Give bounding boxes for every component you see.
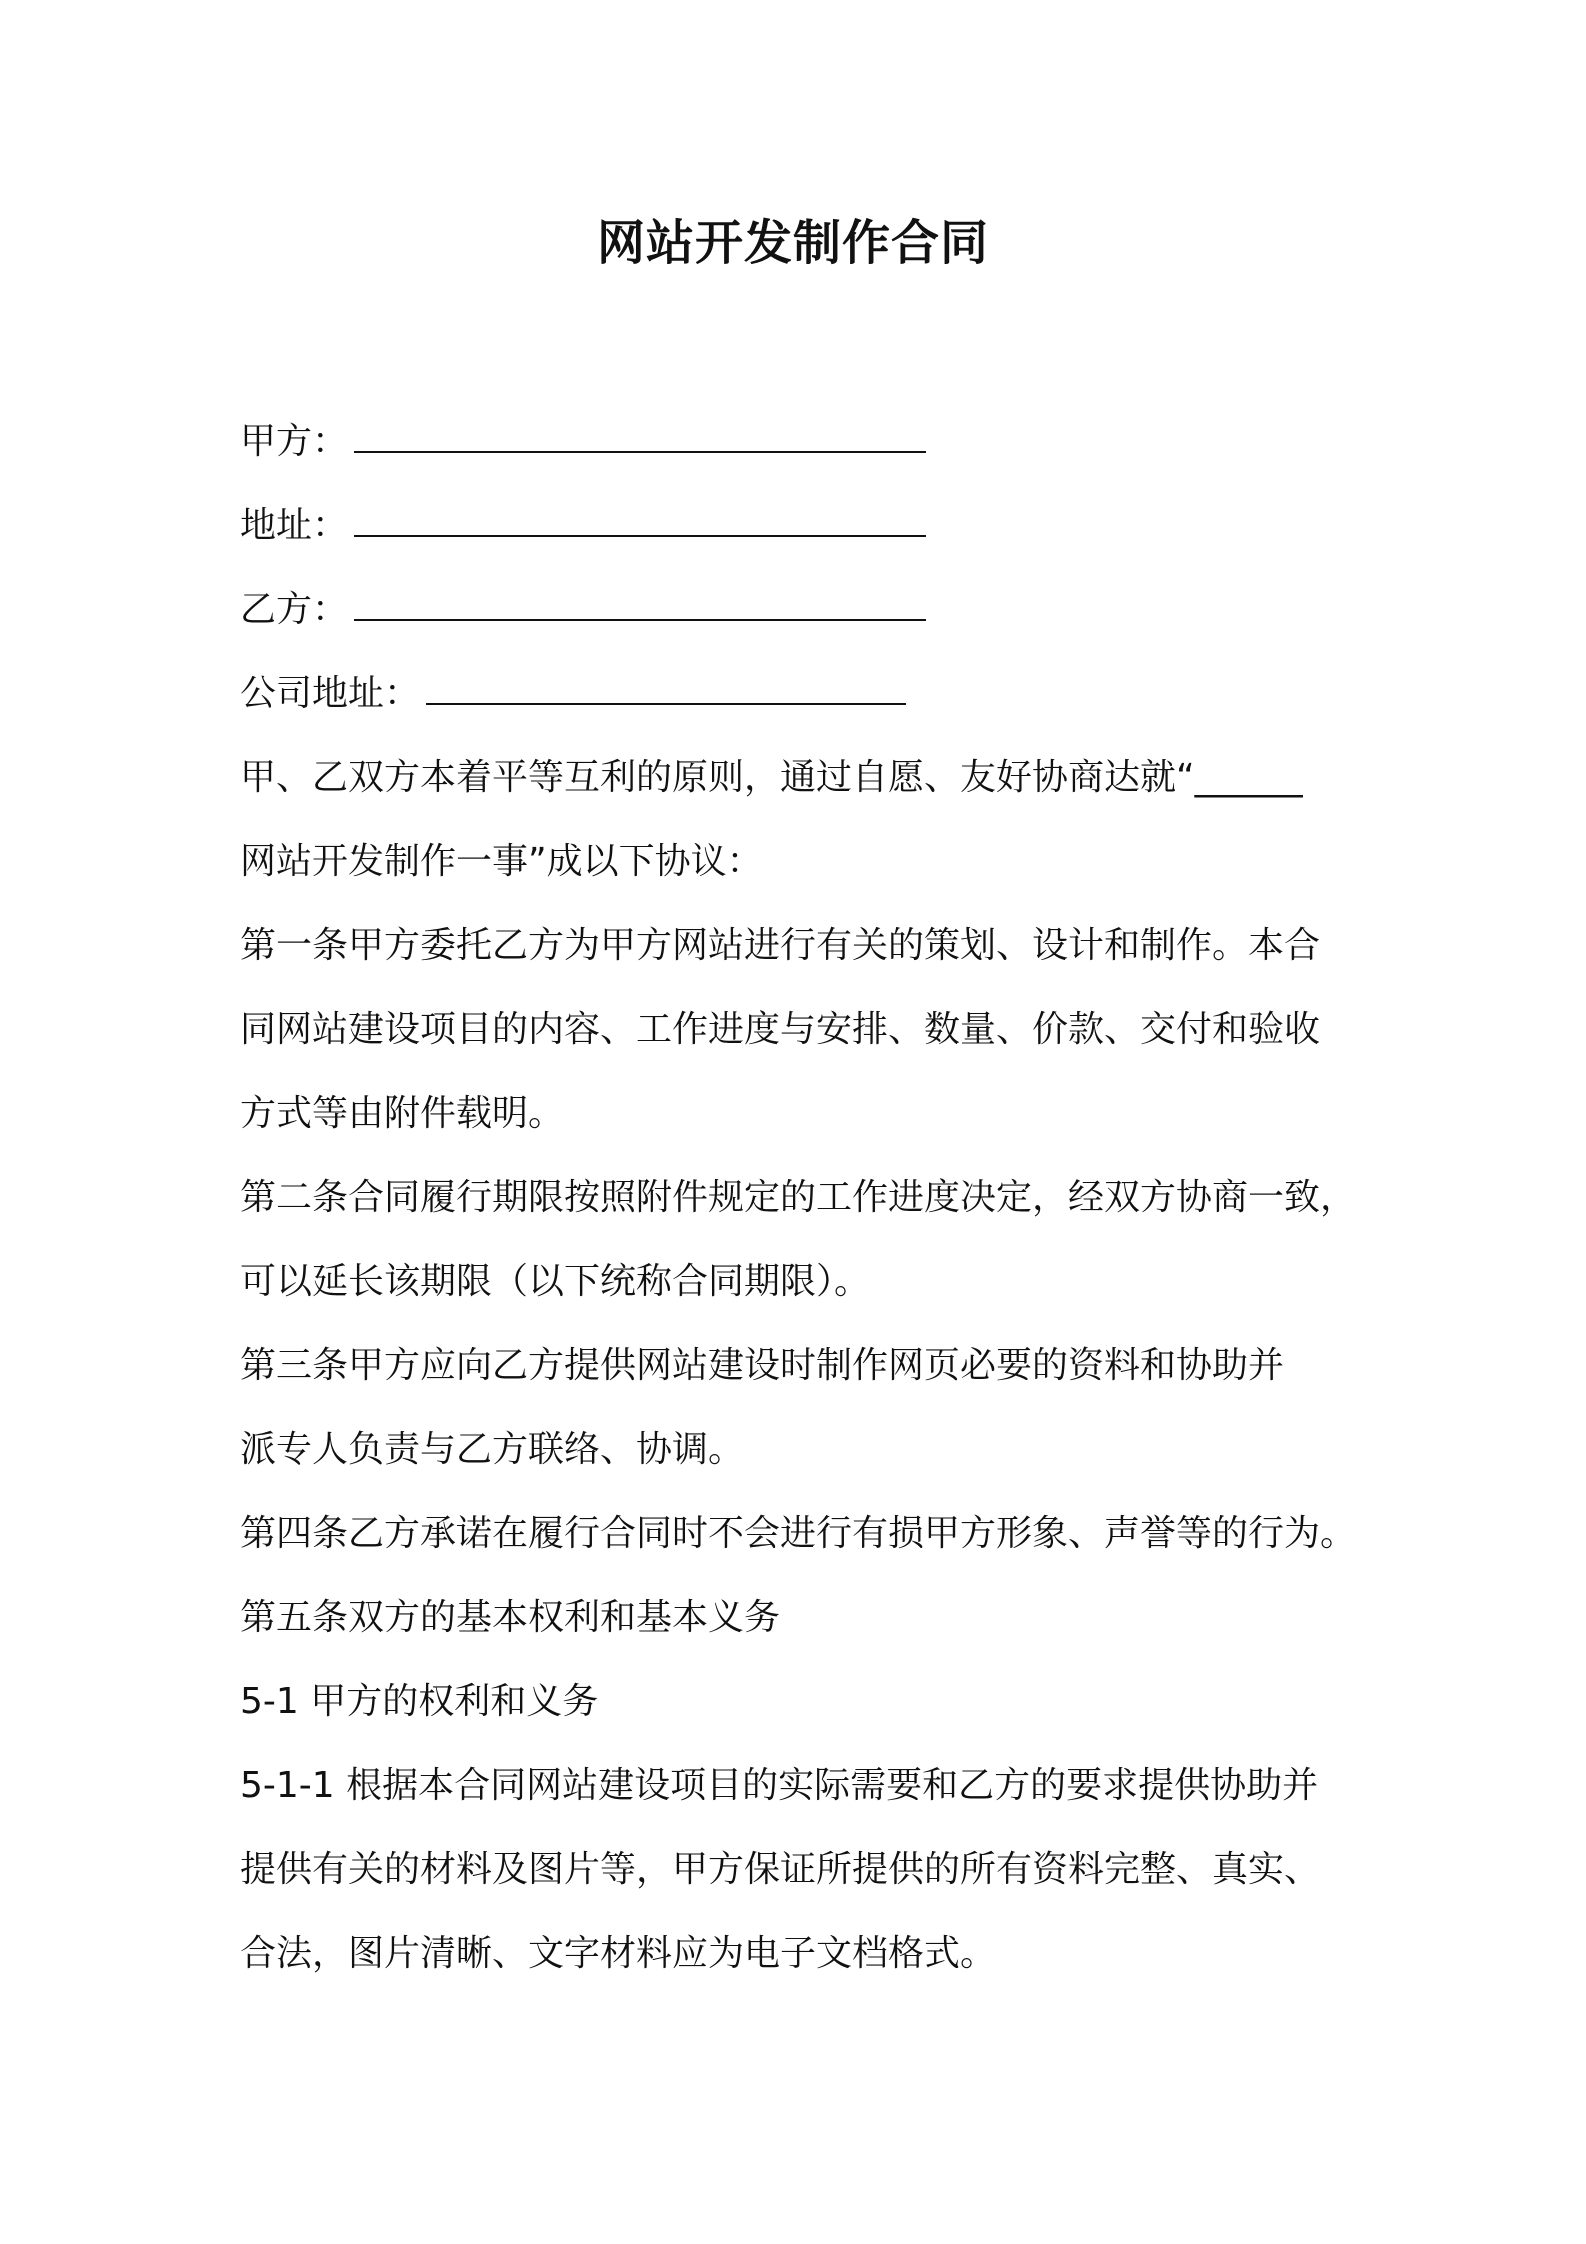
text-line: 第五条双方的基本权利和基本义务 (240, 1597, 781, 1638)
field-label: 乙方： (240, 589, 349, 630)
field-party-a (240, 400, 1380, 484)
text-line: 5-1-1 根据本合同网站建设项目的实际需要和乙方的要求提供协助并 (240, 1765, 1319, 1806)
text-line: 网站开发制作一事”成以下协议： (240, 841, 763, 882)
fill-in-blank (354, 407, 926, 453)
fill-in-blank (354, 575, 926, 621)
text-line: 5-1 甲方的权利和义务 (240, 1681, 599, 1722)
field-address (240, 484, 1380, 568)
text-line: 提供有关的材料及图片等，甲方保证所提供的所有资料完整、真实、 (240, 1849, 1321, 1890)
text-line: 同网站建设项目的内容、工作进度与安排、数量、价款、交付和验收 (240, 1009, 1321, 1050)
fill-in-blank (426, 659, 906, 705)
text-line: 合法，图片清晰、文字材料应为电子文档格式。 (240, 1933, 997, 1974)
text-line: 第四条乙方承诺在履行合同时不会进行有损甲方形象、声誉等的行为。 (240, 1513, 1357, 1554)
field-party-b (240, 568, 1380, 652)
field-label: 地址： (240, 505, 349, 546)
field-label: 甲方： (240, 421, 349, 462)
field-label: 公司地址： (240, 673, 421, 714)
text-line: 第一条甲方委托乙方为甲方网站进行有关的策划、设计和制作。本合 (240, 925, 1321, 966)
fill-in-blank (354, 491, 926, 537)
text-line: 可以延长该期限（以下统称合同期限）。 (240, 1261, 871, 1302)
field-company-address (240, 652, 1380, 736)
text-line: 第三条甲方应向乙方提供网站建设时制作网页必要的资料和协助并 (240, 1345, 1285, 1386)
text-line: 方式等由附件载明。 (240, 1093, 565, 1134)
text-line: 派专人负责与乙方联络、协调。 (240, 1429, 745, 1470)
text-line: 甲、乙双方本着平等互利的原则，通过自愿、友好协商达就“______ (240, 757, 1303, 798)
document-body (240, 400, 1380, 1996)
document-title: 网站开发制作合同 (596, 215, 989, 271)
text-line: 第二条合同履行期限按照附件规定的工作进度决定，经双方协商一致， (240, 1177, 1357, 1218)
